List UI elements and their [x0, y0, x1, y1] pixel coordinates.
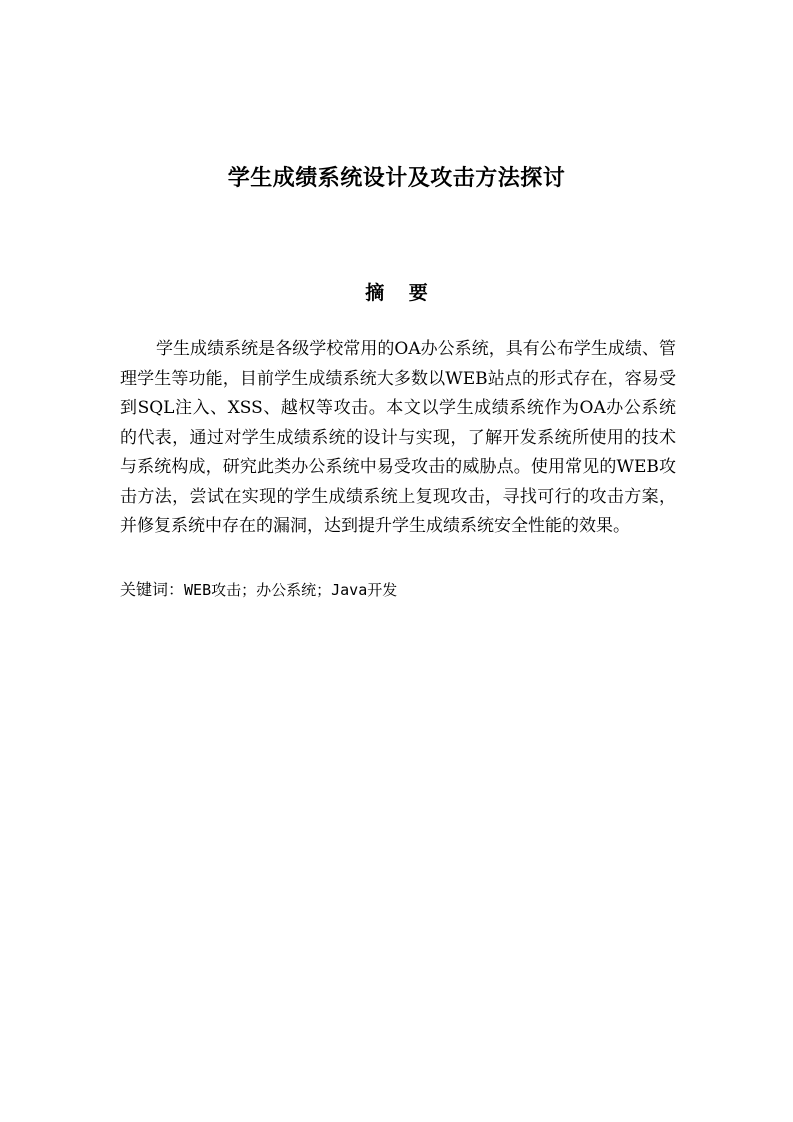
document-title: 学生成绩系统设计及攻击方法探讨 — [227, 166, 566, 191]
keywords-label: 关键词： — [120, 580, 185, 599]
keywords-line — [120, 576, 676, 604]
abstract-body: 学生成绩系统是各级学校常用的OA办公系统，具有公布学生成绩、管理学生等功能，目前学生成绩系统大多数以WEB站点的形式存在，容易受到SQL注入、XSS、越权等攻击。本文以学生成绩系统作为OA办公系统的代表，通过对学生成绩系统的设计与实现，了解开发系统所使用的技术与系统构成，研究此类办公系统中易受攻击的威胁点。使用常见的WEB攻击方法，尝试在实现的学生成绩系统上复现攻击，寻找可行的攻击方案，并修复系统中存在的漏洞，达到提升学生成绩系统安全性能的效果。 — [120, 339, 676, 536]
abstract-heading: 摘 要 — [365, 282, 428, 304]
keywords-value: WEB攻击；办公系统；Java开发 — [184, 581, 398, 599]
